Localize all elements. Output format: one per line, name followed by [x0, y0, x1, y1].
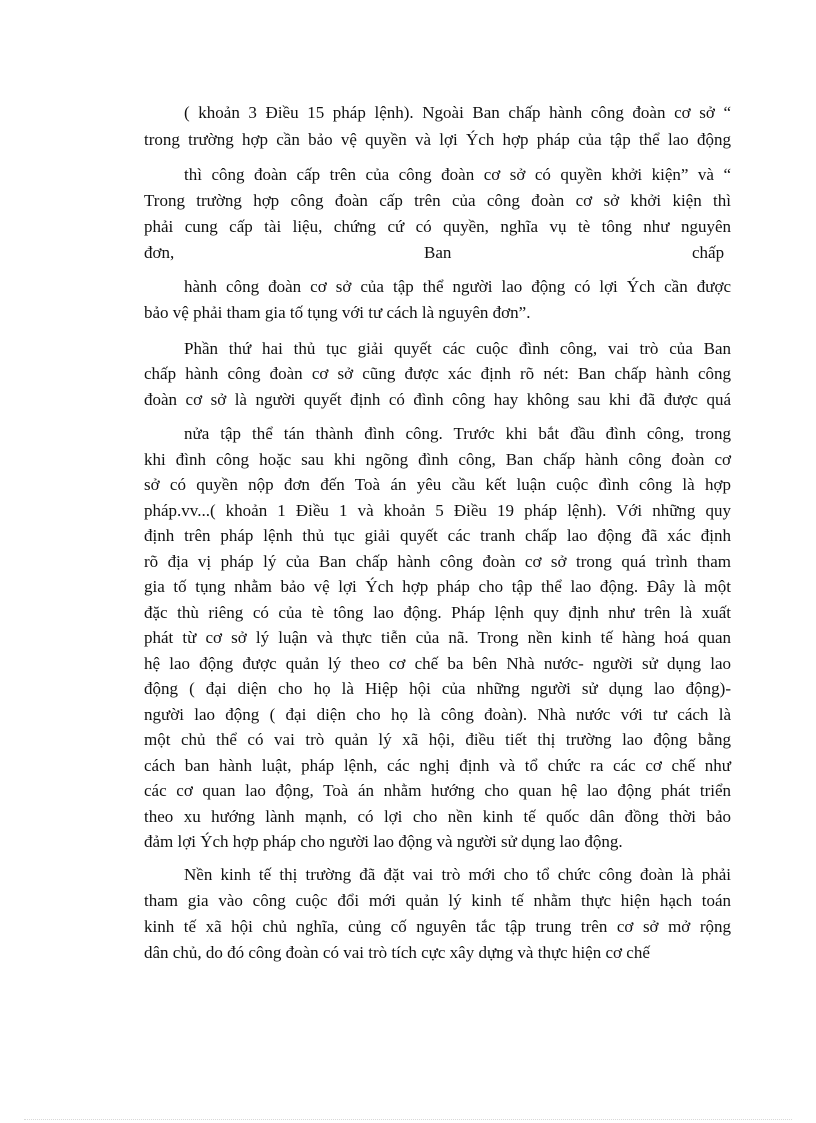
text-line: cách ban hành luật, pháp lệnh, các nghị định và tổ chức ra các cơ chế như: [144, 756, 731, 775]
text-line: Nền kinh tế thị trường đã đặt vai trò mới cho tổ chức công đoàn là phải: [184, 865, 731, 884]
text-line: đảm lợi Ých hợp pháp cho người lao động và người sử dụng lao động.: [144, 832, 623, 851]
text-line: đặc thù riêng có của tè tông lao động. Pháp lệnh quy định như trên là xuất: [144, 603, 731, 622]
text-word: chấp: [692, 243, 725, 262]
text-line: ( khoản 3 Điều 15 pháp lệnh). Ngoài Ban chấp hành công đoàn cơ sở “: [184, 103, 731, 122]
text-line: sở có quyền nộp đơn đến Toà án yêu cầu kết luận cuộc đình công là hợp: [144, 475, 731, 494]
text-line: định trên pháp lệnh thủ tục giải quyết các tranh chấp lao động đã xác định: [144, 526, 731, 545]
text-line: Trong trường hợp công đoàn cấp trên của công đoàn cơ sở khởi kiện thì: [144, 191, 731, 210]
text-word: đơn,: [144, 243, 175, 262]
text-line: hệ lao động được quản lý theo cơ chế ba bên Nhà nước- người sử dụng lao: [144, 654, 731, 673]
text-line: phát từ cơ sở lý luận và thực tiễn của nã. Trong nền kinh tế hàng hoá quan: [144, 628, 731, 647]
text-line: động ( đại diện cho họ là Hiệp hội của những người sử dụng lao động)-: [144, 679, 731, 698]
text-line: kinh tế xã hội chủ nghĩa, củng cố nguyên tắc tập trung trên cơ sở mở rộng: [144, 917, 731, 936]
text-line: rõ địa vị pháp lý của Ban chấp hành công đoàn cơ sở trong quá trình tham: [144, 552, 731, 571]
text-line: các cơ quan lao động, Toà án nhằm hướng cho quan hệ lao động phát triển: [144, 781, 731, 800]
text-line: pháp.vv...( khoản 1 Điều 1 và khoản 5 Điều 19 pháp lệnh). Với những quy: [144, 501, 731, 520]
text-line: Phần thứ hai thủ tục giải quyết các cuộc đình công, vai trò của Ban: [184, 339, 731, 358]
text-line: trong trường hợp cần bảo vệ quyền và lợi Ých hợp pháp của tập thể lao động: [144, 130, 731, 149]
text-line: đoàn cơ sở là người quyết định có đình công hay không sau khi đã được quá: [144, 390, 731, 409]
text-line: theo xu hướng lành mạnh, có lợi cho nền kinh tế quốc dân đồng thời bảo: [144, 807, 731, 826]
text-word: Ban: [424, 243, 452, 262]
text-line: hành công đoàn cơ sở của tập thể người lao động có lợi Ých cần được: [184, 277, 731, 296]
text-line: gia tố tụng nhằm bảo vệ lợi Ých hợp pháp cho tập thể lao động. Đây là một: [144, 577, 731, 596]
page-bottom-divider: [24, 1119, 792, 1120]
text-line: bảo vệ phải tham gia tố tụng với tư cách là nguyên đơn”.: [144, 303, 531, 322]
text-line: nửa tập thể tán thành đình công. Trước khi bắt đầu đình công, trong: [184, 424, 731, 443]
text-line: khi đình công hoặc sau khi ngõng đình công, Ban chấp hành công đoàn cơ: [144, 450, 731, 469]
text-line: dân chủ, do đó công đoàn có vai trò tích cực xây dựng và thực hiện cơ chế: [144, 943, 650, 962]
text-line: thì công đoàn cấp trên của công đoàn cơ sở có quyền khởi kiện” và “: [184, 165, 731, 184]
text-line: tham gia vào công cuộc đổi mới quản lý kinh tế nhằm thực hiện hạch toán: [144, 891, 731, 910]
text-line: chấp hành công đoàn cơ sở cũng được xác định rõ nét: Ban chấp hành công: [144, 364, 731, 383]
text-line: một chủ thể có vai trò quản lý xã hội, điều tiết thị trường lao động bằng: [144, 730, 731, 749]
text-line: phải cung cấp tài liệu, chứng cứ có quyền, nghĩa vụ tè tông như nguyên: [144, 217, 731, 236]
text-line: người lao động ( đại diện cho họ là công đoàn). Nhà nước với tư cách là: [144, 705, 731, 724]
